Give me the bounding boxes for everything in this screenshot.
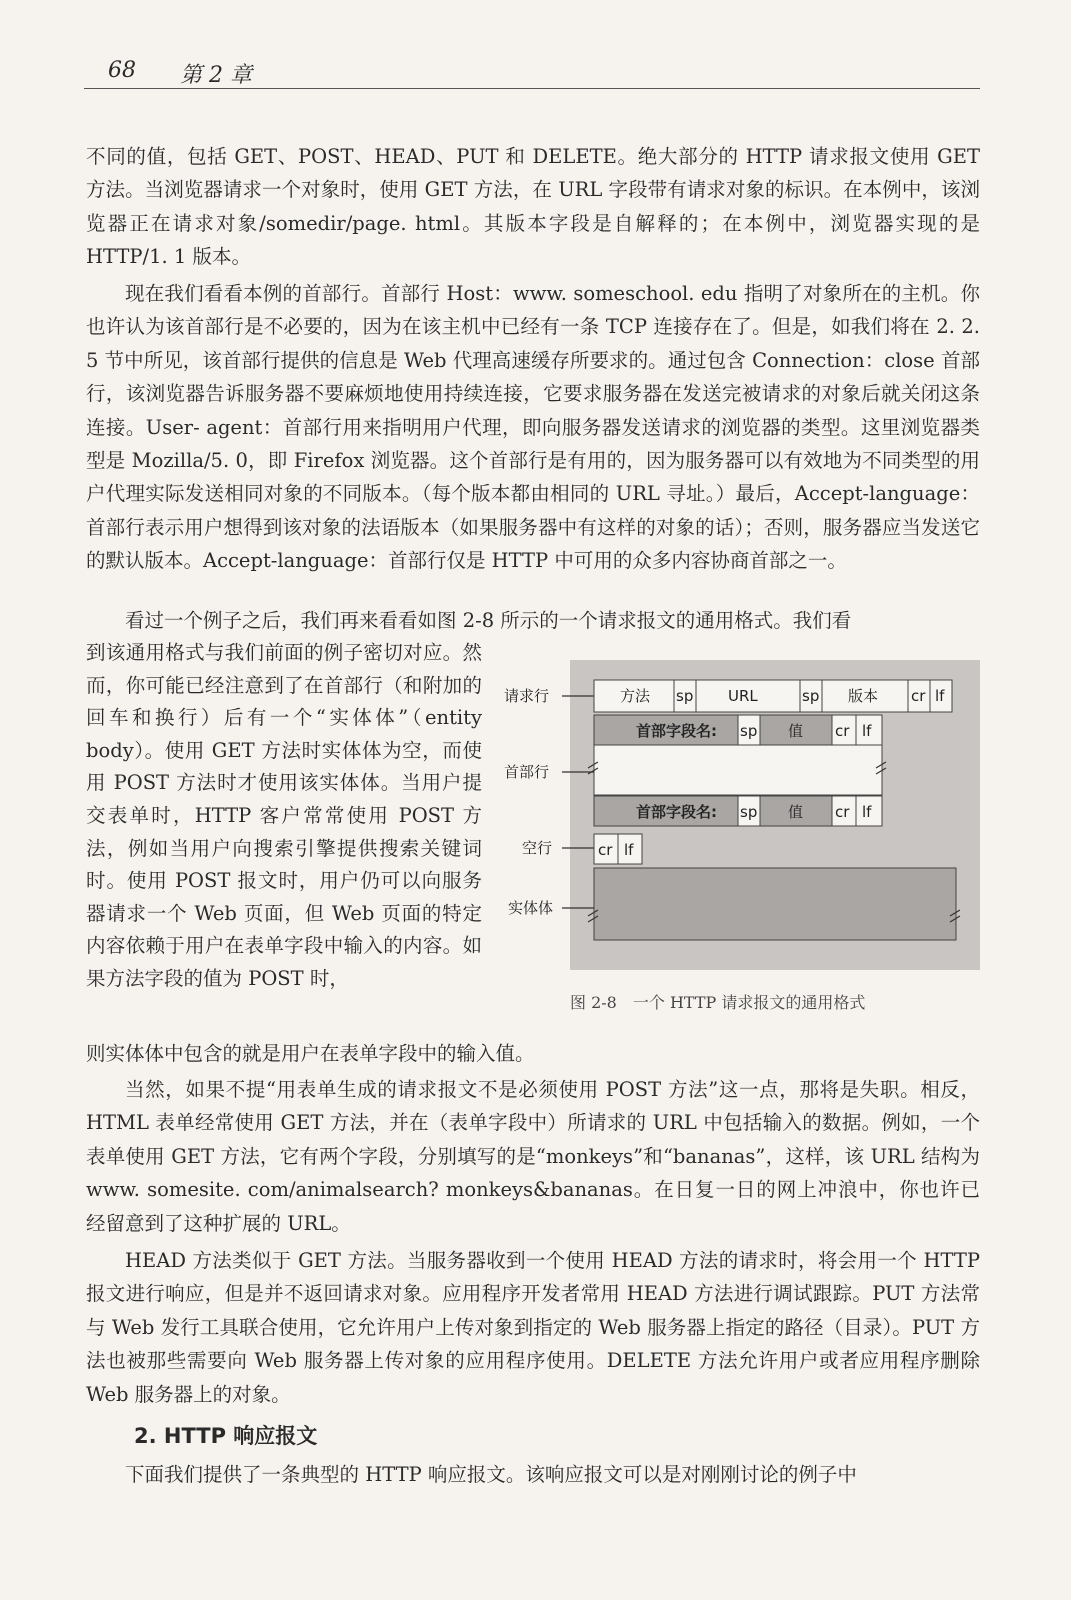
blank-cr: cr [598,841,613,859]
paragraph-4: 当然，如果不提“用表单生成的请求报文不是必须使用 POST 方法”这一点，那将是失职。相反，HTML 表单经常使用 GET 方法，并在（表单字段中）所请求的 URL 中包括输入的数据。例如，一个表单使用 GET 方法，它有两个字段，分别填写的是“monkeys”和“bananas”，这样，该 URL 结构为 www. somesite. com/animalsearch? monkeys&bananas。在日复一日的网上冲浪中，你也许已经留意到了这种扩展的 URL。 [86,1078,980,1235]
header-value-2: 值 [788,803,804,821]
paragraph-2: 现在我们看看本例的首部行。首部行 Host：www. someschool. edu 指明了对象所在的主机。你也许认为该首部行是不必要的，因为在该主机中已经有一条 TCP 连接存在了。但是，如我们将在 2. 2. 5 节中所见，该首部行提供的信息是 Web 代理高速缓存所要求的。通过包含 Connection：close 首部行，该浏览器告诉服务器不要麻烦地使用持续连接，它要求服务器在发送完被请求的对象后就关闭这条连接。User- agent：首部行用来指明用户代理，即向服务器发送请求的浏览器的类型。这里浏览器类型是 Mozilla/5. 0，即 Firefox 浏览器。这个首部行是有用的，因为服务器可以有效地为不同类型的用户代理实际发送相同对象的不同版本。（每个版本都由相同的 URL 寻址。）最后，Accept-language：首部行表示用户想得到该对象的法语版本（如果服务器中有这样的对象的话）；否则，服务器应当发送它的默认版本。Accept-language：首部行仅是 HTTP 中可用的众多内容协商首部之一。 [86,282,980,573]
page-header [84,54,984,90]
paragraph-6: 下面我们提供了一条典型的 HTTP 响应报文。该响应报文可以是对刚刚讨论的例子中 [125,1463,857,1486]
label-entity-body: 实体体 [508,899,554,917]
label-header-lines: 首部行 [504,763,550,781]
header-rule [84,88,980,89]
field-cr-1: cr [911,687,926,705]
field-version: 版本 [848,687,879,705]
request-format-diagram [502,660,980,972]
field-sp-1: sp [676,687,694,705]
header-value-1: 值 [788,722,804,740]
chapter-title: 第 2 章 [180,63,252,88]
field-sp-2: sp [802,687,820,705]
header-sp-2: sp [740,803,758,821]
header-field-name-1: 首部字段名: [636,722,717,740]
field-lf-1: lf [935,687,945,705]
label-blank-line: 空行 [522,839,553,857]
field-method: 方法 [620,687,651,705]
header-cr-1: cr [835,722,850,740]
header-lf-2: lf [862,803,872,821]
paragraph-1: 不同的值，包括 GET、POST、HEAD、PUT 和 DELETE。绝大部分的 HTTP 请求报文使用 GET 方法。当浏览器请求一个对象时，使用 GET 方法，在 URL 字段带有请求对象的标识。在本例中，该浏览器正在请求对象/somedir/page. html。其版本字段是自解释的；在本例中，浏览器实现的是 HTTP/1. 1 版本。 [86,145,980,269]
header-cr-2: cr [835,803,850,821]
paragraph-3: 看过一个例子之后，我们再来看看如图 2-8 所示的一个请求报文的通用格式。我们看 [125,609,852,632]
header-field-name-2: 首部字段名: [636,803,717,821]
section-heading: 2. HTTP 响应报文 [134,1424,318,1448]
paragraph-3-wrap: 到该通用格式与我们前面的例子密切对应。然而，你可能已经注意到了在首部行（和附加的回车和换行）后有一个“实体体”（entity body）。使用 GET 方法时实体体为空，而使用 POST 方法时才使用该实体体。当用户提交表单时，HTTP 客户常常使用 POST 方法，例如当用户向搜索引擎提供搜索关键词时。使用 POST 报文时，用户仍可以向服务器请求一个 Web 页面，但 Web 页面的特定内容依赖于用户在表单字段中输入的内容。如果方法字段的值为 POST 时， [86,641,482,990]
paragraph-3-end: 则实体体中包含的就是用户在表单字段中的输入值。 [86,1042,535,1065]
blank-lf: lf [624,841,634,859]
header-sp-1: sp [740,722,758,740]
field-url: URL [728,687,758,705]
paragraph-5: HEAD 方法类似于 GET 方法。当服务器收到一个使用 HEAD 方法的请求时，将会用一个 HTTP 报文进行响应，但是并不返回请求对象。应用程序开发者常用 HEAD 方法进行调试跟踪。PUT 方法常与 Web 发行工具联合使用，它允许用户上传对象到指定的 Web 服务器上指定的路径（目录）。PUT 方法也被那些需要向 Web 服务器上传对象的应用程序使用。DELETE 方法允许用户或者应用程序删除 Web 服务器上的对象。 [86,1249,980,1406]
header-lf-1: lf [862,722,872,740]
page-number: 68 [108,58,136,83]
figure-caption: 图 2-8 一个 HTTP 请求报文的通用格式 [570,993,866,1012]
label-request-line: 请求行 [504,687,550,705]
